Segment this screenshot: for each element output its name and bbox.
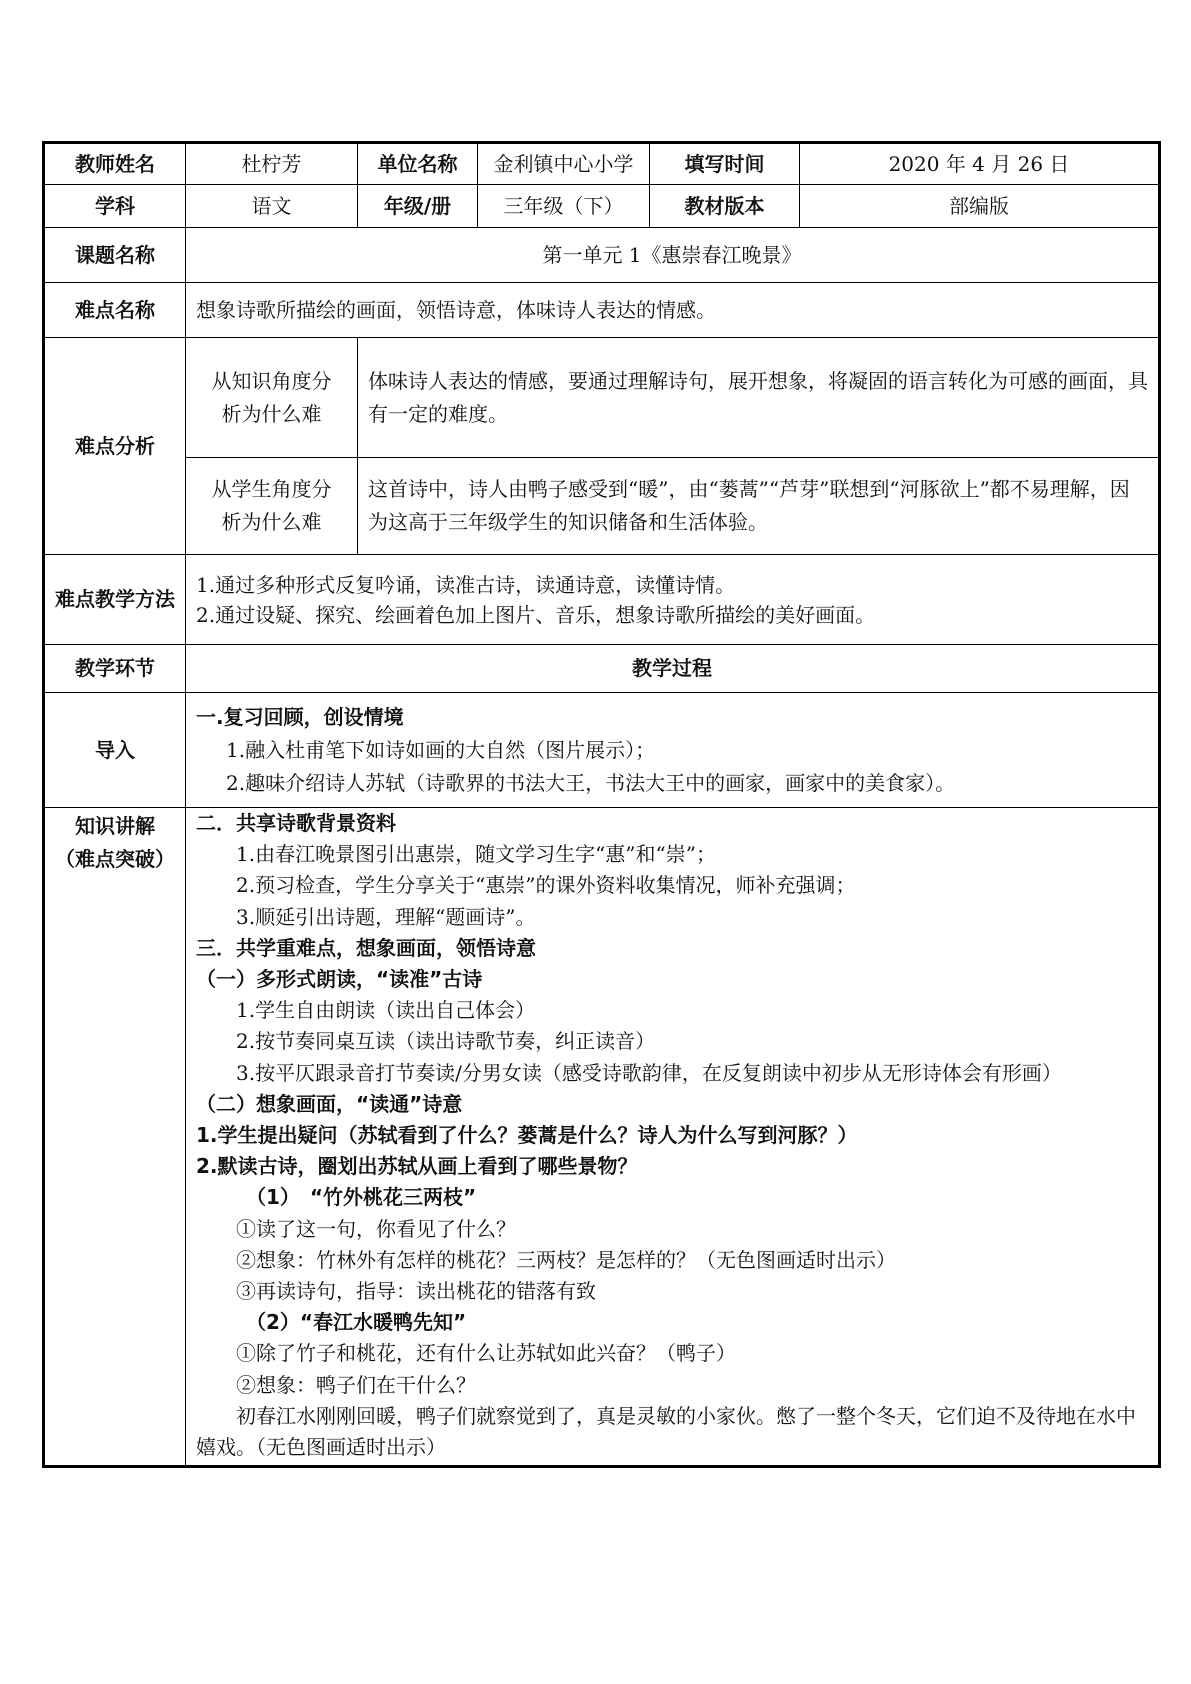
part-2-title: （二）想象画面，“读通”诗意 xyxy=(196,1091,463,1116)
analysis-label: 难点分析 xyxy=(44,338,186,555)
date-label: 填写时间 xyxy=(650,143,800,185)
part-1-line: 3.按平仄跟录音打节奏读/分男女读（感受诗歌韵律，在反复朗读中初步从无形诗体会有形画） xyxy=(236,1060,1062,1085)
knowledge-label xyxy=(44,808,186,1467)
analysis-knowledge-text: 体味诗人表达的情感，要通过理解诗句，展开想象，将凝固的语言转化为可感的画面，具有一定的难度。 xyxy=(358,338,1160,458)
method-line: 2.通过设疑、探究、绘画着色加上图片、音乐，想象诗歌所描绘的美好画面。 xyxy=(196,602,876,627)
poem-line-2-item: ②想象：鸭子们在干什么？ xyxy=(236,1372,476,1397)
knowledge-label-line2: （难点突破） xyxy=(55,847,175,871)
subject-label: 学科 xyxy=(44,185,186,228)
poem-line-1-item: ③再读诗句，指导：读出桃花的错落有致 xyxy=(236,1279,596,1304)
poem-line-1-item: ②想象：竹林外有怎样的桃花？三两枝？是怎样的？（无色图画适时出示） xyxy=(236,1247,896,1272)
method-content xyxy=(186,555,1160,645)
method-line: 1.通过多种形式反复吟诵，读准古诗，读通诗意，读懂诗情。 xyxy=(196,572,736,597)
date-value: 2020 年 4 月 26 日 xyxy=(800,143,1160,185)
section-3-title: 三．共学重难点，想象画面，领悟诗意 xyxy=(196,935,536,960)
topic-row xyxy=(44,228,1160,283)
edition-label: 教材版本 xyxy=(650,185,800,228)
unit-label: 单位名称 xyxy=(358,143,478,185)
analysis-student-label: 从学生角度分析为什么难 xyxy=(186,458,358,555)
knowledge-row xyxy=(44,808,1160,1467)
lesson-plan-table xyxy=(42,141,1161,1468)
section-2-title: 二．共享诗歌背景资料 xyxy=(196,811,396,835)
analysis-row-student xyxy=(44,458,1160,555)
part-1-title: （一）多形式朗读，“读准”古诗 xyxy=(196,967,483,992)
question-1: 1.学生提出疑问（苏轼看到了什么？蒌蒿是什么？诗人为什么写到河豚？） xyxy=(196,1123,858,1148)
intro-label: 导入 xyxy=(44,693,186,808)
analysis-row-knowledge xyxy=(44,338,1160,458)
poem-line-2-title: （2）“春江水暖鸭先知” xyxy=(246,1310,467,1335)
difficulty-value: 想象诗歌所描绘的画面，领悟诗意，体味诗人表达的情感。 xyxy=(186,283,1160,338)
section-2-line: 3.顺延引出诗题，理解“题画诗”。 xyxy=(236,904,536,929)
analysis-student-text: 这首诗中，诗人由鸭子感受到“暖”，由“蒌蒿”“芦芽”联想到“河豚欲上”都不易理解，因为这高于三年级学生的知识储备和生活体验。 xyxy=(358,458,1160,555)
method-row xyxy=(44,555,1160,645)
edition-value: 部编版 xyxy=(800,185,1160,228)
closing-paragraph: 初春江水刚刚回暖，鸭子们就察觉到了，真是灵敏的小家伙。憋了一整个冬天，它们迫不及待地在水中嬉戏。（无色图画适时出示） xyxy=(196,1403,1136,1460)
method-label: 难点教学方法 xyxy=(44,555,186,645)
header-row-2 xyxy=(44,185,1160,228)
intro-row xyxy=(44,693,1160,808)
intro-line: 1.融入杜甫笔下如诗如画的大自然（图片展示）； xyxy=(226,737,656,762)
difficulty-row xyxy=(44,283,1160,338)
grade-value: 三年级（下） xyxy=(478,185,650,228)
section-2-line: 2.预习检查，学生分享关于“惠崇”的课外资料收集情况，师补充强调； xyxy=(236,873,856,898)
analysis-knowledge-label: 从知识角度分析为什么难 xyxy=(186,338,358,458)
difficulty-label: 难点名称 xyxy=(44,283,186,338)
topic-label: 课题名称 xyxy=(44,228,186,283)
stage-header: 教学环节 xyxy=(44,645,186,693)
process-header: 教学过程 xyxy=(186,645,1160,693)
teacher-value: 杜柠芳 xyxy=(186,143,358,185)
knowledge-label-line1: 知识讲解 xyxy=(75,814,155,838)
topic-value: 第一单元 1《惠崇春江晚景》 xyxy=(186,228,1160,283)
grade-label: 年级/册 xyxy=(358,185,478,228)
section-2-line: 1.由春江晚景图引出惠崇，随文学习生字“惠”和“崇”； xyxy=(236,842,716,867)
header-row-1 xyxy=(44,143,1160,185)
teacher-label: 教师姓名 xyxy=(44,143,186,185)
intro-line: 2.趣味介绍诗人苏轼（诗歌界的书法大王，书法大王中的画家，画家中的美食家）。 xyxy=(226,770,956,795)
poem-line-1-title: （1） “竹外桃花三两枝” xyxy=(246,1185,477,1210)
subject-value: 语文 xyxy=(186,185,358,228)
poem-line-2-item: ①除了竹子和桃花，还有什么让苏轼如此兴奋？（鸭子） xyxy=(236,1341,736,1366)
unit-value: 金利镇中心小学 xyxy=(478,143,650,185)
intro-content xyxy=(186,693,1160,808)
lesson-plan-sheet xyxy=(42,141,1158,1468)
intro-title: 一.复习回顾，创设情境 xyxy=(196,704,404,729)
process-header-row xyxy=(44,645,1160,693)
part-1-line: 1.学生自由朗读（读出自己体会） xyxy=(236,998,536,1023)
part-1-line: 2.按节奏同桌互读（读出诗歌节奏，纠正读音） xyxy=(236,1029,656,1054)
knowledge-content xyxy=(186,808,1160,1467)
question-2: 2.默读古诗，圈划出苏轼从画上看到了哪些景物？ xyxy=(196,1154,638,1179)
poem-line-1-item: ①读了这一句，你看见了什么？ xyxy=(236,1216,516,1241)
